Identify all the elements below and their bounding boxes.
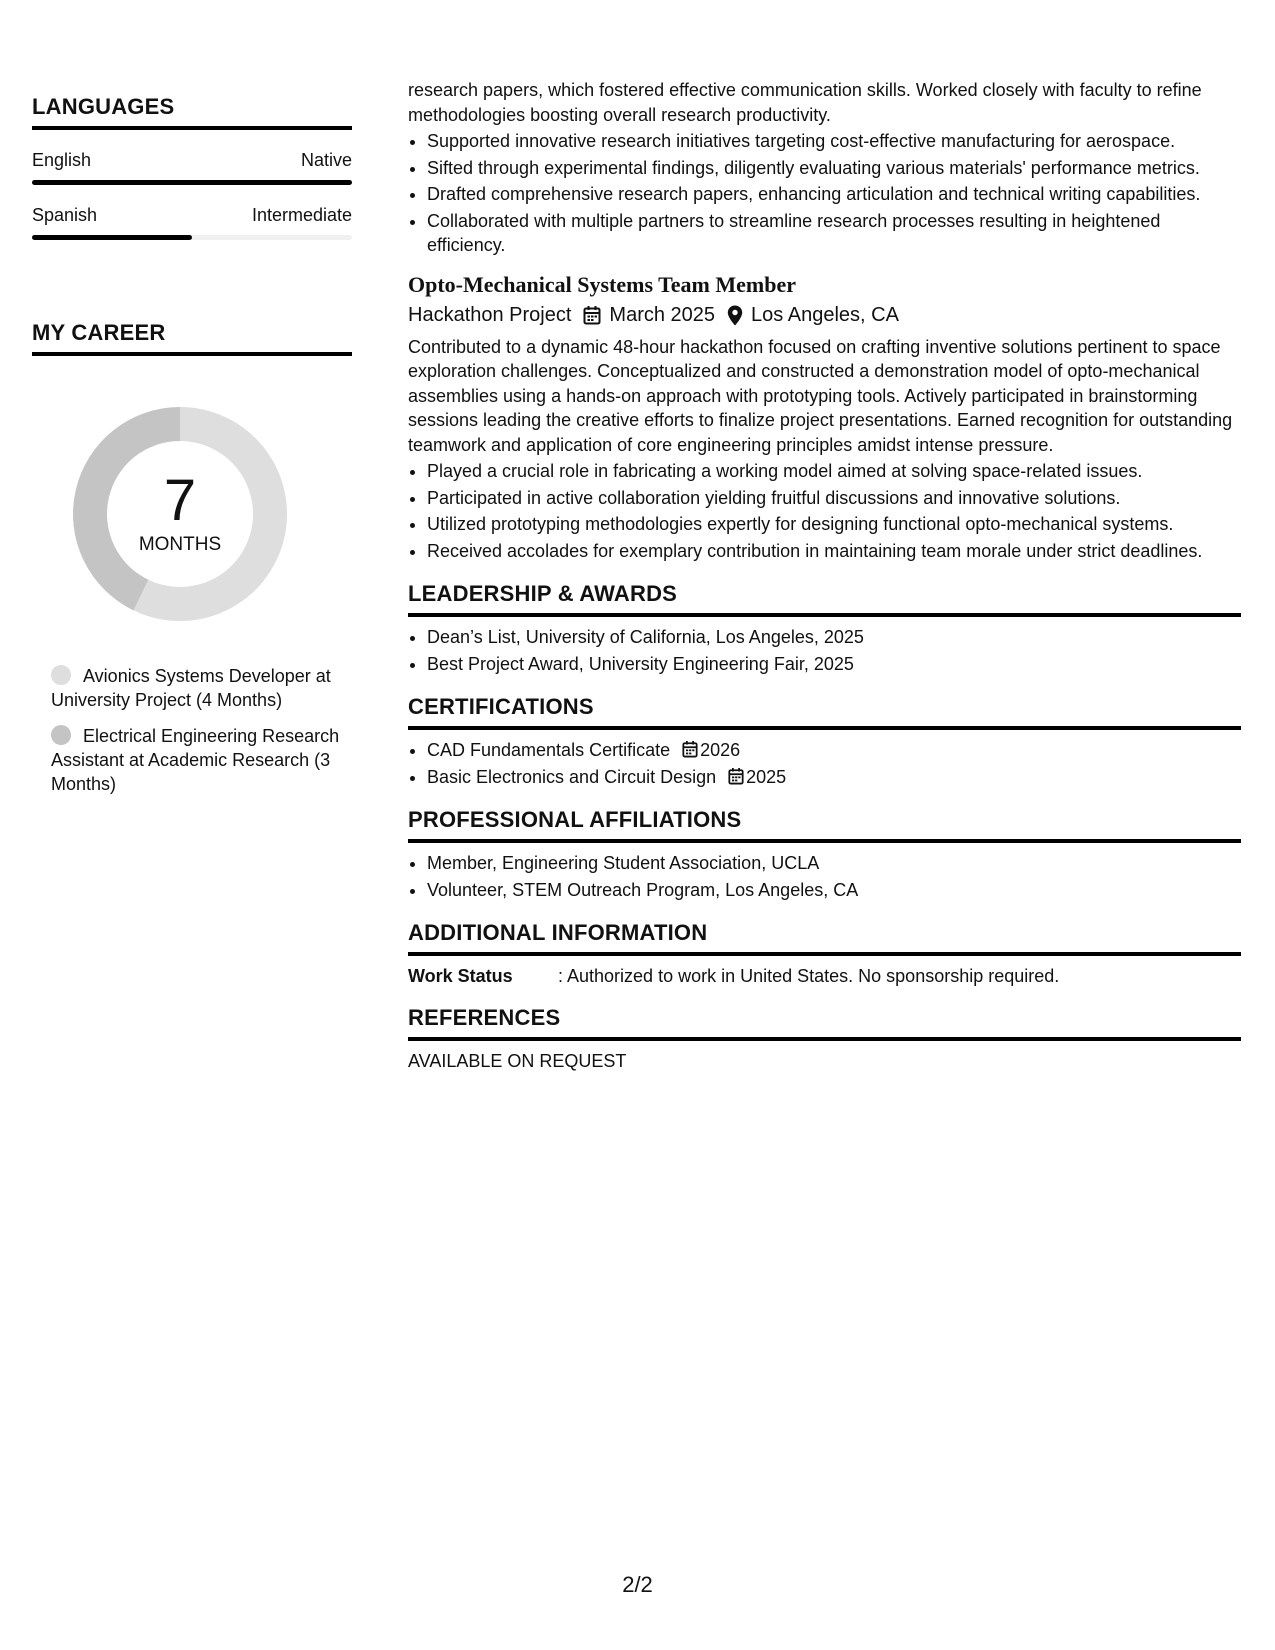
references-section — [408, 1005, 1241, 1072]
job-meta — [408, 304, 1241, 327]
language-entry — [32, 150, 352, 185]
certification-name: Basic Electronics and Circuit Design — [427, 766, 717, 787]
legend-item — [51, 724, 341, 796]
legend-label: Avionics Systems Developer at University Project (4 Months) — [51, 666, 331, 710]
job-title: Opto-Mechanical Systems Team Member — [408, 271, 796, 297]
right-column — [408, 78, 1241, 1072]
list-item: • Participated in active collaboration yielding fruitful discussions and innovative solutions. — [427, 486, 1241, 511]
prev-job-bullets — [408, 129, 1241, 258]
additional-info-section — [408, 920, 1241, 987]
calendar-icon — [682, 740, 698, 758]
list-item: • Drafted comprehensive research papers, enhancing articulation and technical writing capabilities. — [427, 182, 1241, 207]
language-proficiency-bar — [32, 180, 352, 185]
legend-label: Electrical Engineering Research Assistant at Academic Research (3 Months) — [51, 726, 340, 794]
list-item: • Member, Engineering Student Association, UCLA — [427, 851, 1241, 876]
location-pin-icon — [727, 305, 743, 326]
job-location: Los Angeles, CA — [751, 303, 899, 326]
leadership-section — [408, 581, 1241, 676]
affiliations-heading: PROFESSIONAL AFFILIATIONS — [408, 807, 1241, 843]
work-status-label: Work Status — [408, 966, 513, 986]
references-heading: REFERENCES — [408, 1005, 1241, 1041]
prev-job-continued-text: research papers, which fostered effective communication skills. Worked closely with faculty to refine methodologies boosting overall research productivity. — [408, 80, 1202, 125]
language-proficiency-bar — [32, 235, 352, 240]
career-total-unit: MONTHS — [138, 534, 222, 555]
language-name: English — [32, 150, 92, 170]
language-level: Intermediate — [251, 205, 352, 225]
list-item: • Collaborated with multiple partners to streamline research processes resulting in heightened efficiency. — [427, 209, 1241, 258]
certifications-section — [408, 694, 1241, 789]
list-item: • Received accolades for exemplary contribution in maintaining team morale under strict deadlines. — [427, 539, 1241, 564]
additional-info-heading: ADDITIONAL INFORMATION — [408, 920, 1241, 956]
list-item — [427, 738, 1241, 763]
references-text: AVAILABLE ON REQUEST — [408, 1051, 627, 1071]
list-item — [427, 765, 1241, 790]
certifications-heading: CERTIFICATIONS — [408, 694, 1241, 730]
languages-heading: LANGUAGES — [32, 94, 352, 130]
legend-item — [51, 664, 341, 712]
list-item: • Utilized prototyping methodologies expertly for designing functional opto-mechanical systems. — [427, 512, 1241, 537]
language-level: Native — [300, 150, 352, 170]
calendar-icon — [728, 767, 744, 785]
calendar-icon — [583, 305, 601, 325]
career-donut-chart — [66, 400, 294, 628]
page-number: 2/2 — [622, 1572, 653, 1597]
list-item: • Supported innovative research initiatives targeting cost-effective manufacturing for aerospace. — [427, 129, 1241, 154]
certification-year: 2026 — [700, 740, 741, 760]
list-item: • Best Project Award, University Engineering Fair, 2025 — [427, 652, 1241, 677]
left-column — [32, 94, 352, 808]
legend-swatch — [51, 725, 71, 745]
career-heading: MY CAREER — [32, 320, 352, 356]
certification-year: 2025 — [746, 766, 787, 787]
legend-swatch — [51, 665, 71, 685]
career-legend — [51, 664, 341, 796]
job-organization: Hackathon Project — [408, 303, 572, 326]
job-description: Contributed to a dynamic 48-hour hackathon focused on crafting inventive solutions pertinent to space exploration challenges. Conceptualized and constructed a demonstration model of opto-mechanical assemblies using a hands-on approach with prototyping tools. Actively participated in brainstorming sessions leading the creative efforts to finalize project presentations. Earned recognition for outstanding teamwork and application of core engineering principles amidst intense pressure. — [408, 336, 1233, 455]
certification-name: CAD Fundamentals Certificate — [427, 740, 671, 760]
leadership-heading: LEADERSHIP & AWARDS — [408, 581, 1241, 617]
language-proficiency-fill — [32, 180, 352, 185]
career-total-value: 7 — [163, 468, 197, 533]
work-status-row — [408, 966, 1241, 987]
job-date: March 2025 — [609, 303, 716, 326]
language-entry — [32, 205, 352, 240]
list-item: • Volunteer, STEM Outreach Program, Los Angeles, CA — [427, 878, 1241, 903]
language-proficiency-fill — [32, 235, 192, 240]
job-bullets — [408, 459, 1241, 563]
list-item: • Sifted through experimental findings, diligently evaluating various materials' performance metrics. — [427, 156, 1241, 181]
list-item: • Played a crucial role in fabricating a working model aimed at solving space-related issues. — [427, 459, 1241, 484]
list-item: • Dean’s List, University of California, Los Angeles, 2025 — [427, 625, 1241, 650]
affiliations-section — [408, 807, 1241, 902]
language-name: Spanish — [32, 205, 98, 225]
work-status-value: : Authorized to work in United States. No sponsorship required. — [558, 966, 1060, 986]
